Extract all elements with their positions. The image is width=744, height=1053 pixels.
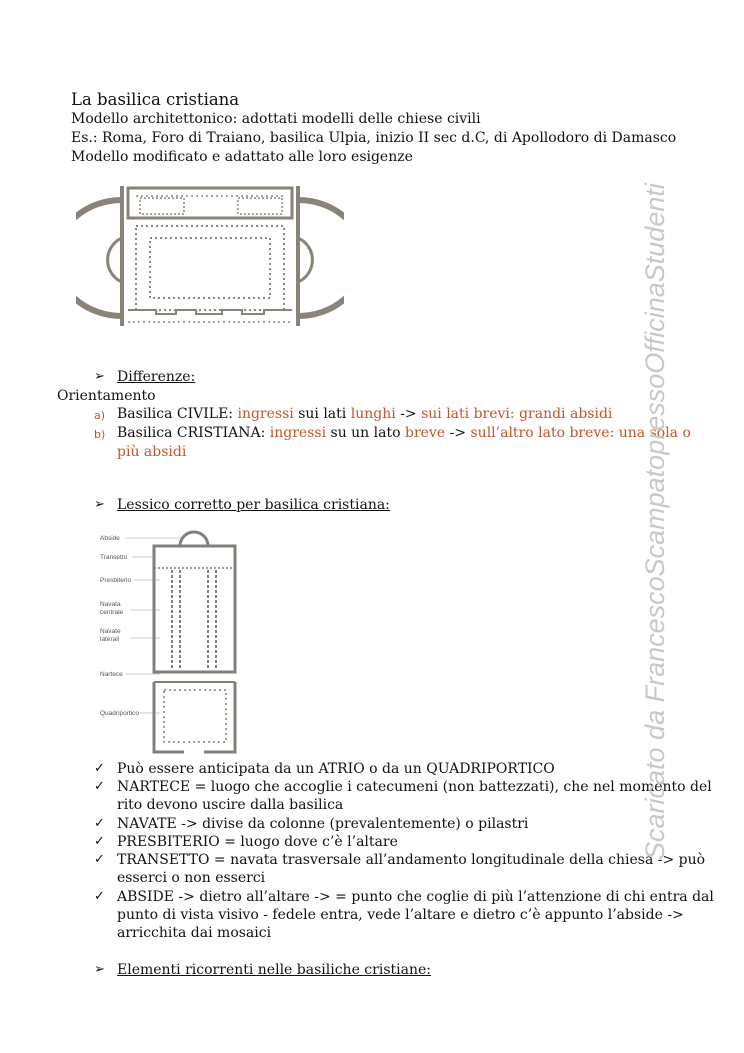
plan-label-navate: Navate xyxy=(100,628,121,635)
check-item-abside-cont1: punto di vista visivo - fedele entra, vede l’altare e dietro c’è appunto l’abside -> xyxy=(117,907,684,923)
check-item-nartece: NARTECE = luogo che accoglie i catecumeni (non battezzati), che nel momento del xyxy=(117,779,712,795)
intro-line-3: Modello modificato e adattato alle loro esigenze xyxy=(71,149,413,165)
check-bullet-icon: ✓ xyxy=(94,761,105,776)
check-item-nartece-cont: rito devono uscire dalla basilica xyxy=(117,797,344,813)
arrow-bullet-icon: ➢ xyxy=(94,369,105,384)
lessico-heading: Lessico corretto per basilica cristiana: xyxy=(117,497,390,513)
check-item-presbiterio: PRESBITERIO = luogo dove c’è l’altare xyxy=(117,834,398,850)
christian-basilica-plan xyxy=(96,526,246,756)
check-bullet-icon: ✓ xyxy=(94,889,105,904)
plan-label-navata: Navata xyxy=(100,601,121,608)
elementi-heading: Elementi ricorrenti nelle basiliche cristiane: xyxy=(117,962,431,978)
watermark: Scaricato da FrancescoScampatopressoOfficinaStudenti xyxy=(640,183,670,860)
plan-label-laterali: laterali xyxy=(100,636,120,643)
check-item-navate: NAVATE -> divise da colonne (prevalentemente) o pilastri xyxy=(117,816,529,832)
check-item-atrio: Può essere anticipata da un ATRIO o da un QUADRIPORTICO xyxy=(117,761,555,777)
check-bullet-icon: ✓ xyxy=(94,834,105,849)
page-title: La basilica cristiana xyxy=(71,90,240,109)
differenza-cristiana: Basilica CRISTIANA: ingressi su un lato breve -> sull’altro lato breve: una sola o xyxy=(117,425,691,441)
differenza-cristiana-cont: più absidi xyxy=(117,444,187,460)
differenza-civile: Basilica CIVILE: ingressi sui lati lunghi -> sui lati brevi: grandi absidi xyxy=(117,406,613,422)
check-bullet-icon: ✓ xyxy=(94,852,105,867)
plan-label-abside: Abside xyxy=(100,535,120,542)
check-item-abside: ABSIDE -> dietro all’altare -> = punto che coglie di più l’attenzione di chi entra dal xyxy=(117,889,714,905)
plan-label-transetto: Transetto xyxy=(100,554,128,561)
arrow-bullet-icon: ➢ xyxy=(94,962,105,977)
arrow-bullet-icon: ➢ xyxy=(94,497,105,512)
check-item-transetto: TRANSETTO = navata trasversale all’andamento longitudinale della chiesa -> può xyxy=(117,852,706,868)
plan-label-quadriportico: Quadriportico xyxy=(100,710,140,717)
check-item-transetto-cont: esserci o non esserci xyxy=(117,870,266,886)
basilica-ulpia-plan xyxy=(76,182,344,330)
plan-label-centrale: centrale xyxy=(100,609,124,616)
list-letter: a) xyxy=(94,409,106,422)
intro-line-2: Es.: Roma, Foro di Traiano, basilica Ulpia, inizio II sec d.C, di Apollodoro di Damasco xyxy=(71,130,677,146)
intro-line-1: Modello architettonico: adottati modelli delle chiese civili xyxy=(71,111,481,127)
plan-label-nartece: Nartece xyxy=(100,671,123,678)
differenze-heading: Differenze: xyxy=(117,369,196,385)
check-item-abside-cont2: arricchita dai mosaici xyxy=(117,925,272,941)
list-letter: b) xyxy=(94,428,106,441)
check-bullet-icon: ✓ xyxy=(94,816,105,831)
check-bullet-icon: ✓ xyxy=(94,779,105,794)
plan-label-presbiterio: Presbiterio xyxy=(100,577,132,584)
orientamento-label: Orientamento xyxy=(57,388,156,404)
